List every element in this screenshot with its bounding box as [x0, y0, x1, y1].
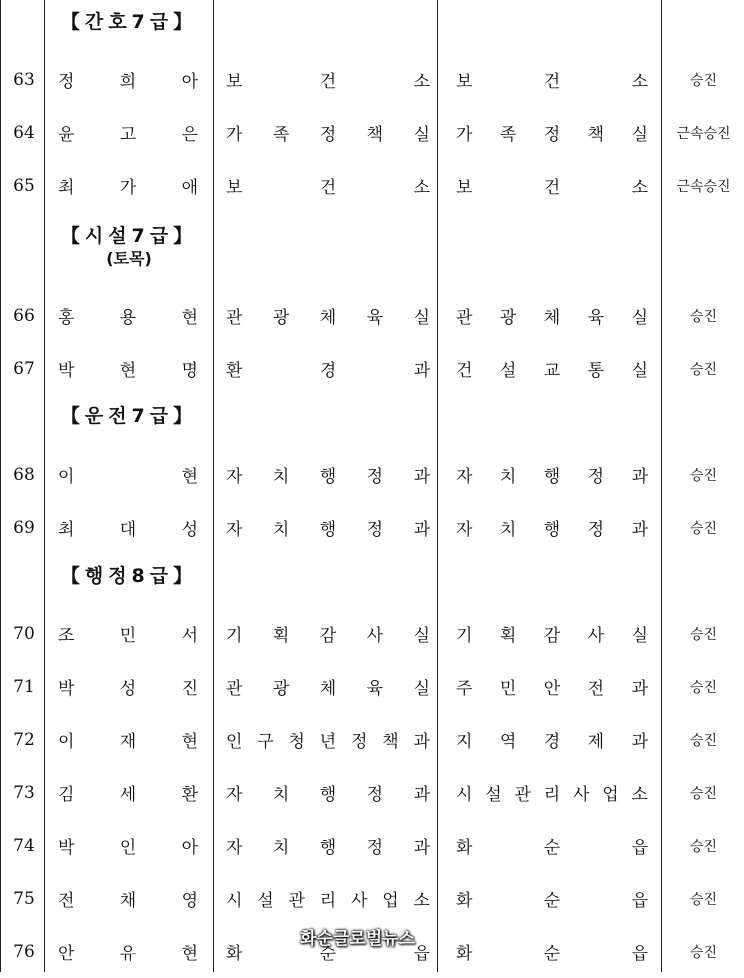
assigned-department: 자 치 행 정 과: [456, 467, 648, 487]
promotion-type: 근속승진: [676, 178, 731, 195]
current-department: 인 구 청 년 정 책 과: [226, 732, 430, 752]
assigned-department: 관 광 체 육 실: [456, 308, 648, 328]
promotion-type: 승진: [689, 467, 718, 484]
current-department: 가 족 정 책 실: [226, 125, 430, 145]
assigned-department: 보 건 소: [456, 72, 648, 92]
table-row: [0, 53, 744, 106]
person-name: 김 세 환: [58, 785, 198, 805]
assigned-department: 화 순 읍: [456, 838, 648, 858]
section-header: [44, 224, 214, 270]
promotion-type: 승진: [689, 72, 718, 89]
row-number: 72: [13, 729, 35, 750]
table-row: [0, 342, 744, 395]
person-name: 이 현: [58, 467, 198, 487]
table-row: [0, 106, 744, 159]
row-number: 76: [13, 941, 35, 962]
table-row: [0, 819, 744, 872]
person-name: 전 채 영: [58, 891, 198, 911]
assigned-department: 주 민 안 전 과: [456, 679, 648, 699]
promotion-type: 승진: [689, 361, 718, 378]
person-name: 조 민 서: [58, 626, 198, 646]
table-row: [0, 766, 744, 819]
person-name: 윤 고 은: [58, 125, 198, 145]
promotion-type: 승진: [689, 944, 718, 961]
person-name: 이 재 현: [58, 732, 198, 752]
section-title: 【운전7급】: [60, 405, 198, 427]
row-number: 74: [13, 835, 35, 856]
row-number: 67: [13, 358, 35, 379]
section-subtitle: (토목): [106, 249, 152, 268]
assigned-department: 건 설 교 통 실: [456, 361, 648, 381]
promotion-type: 승진: [689, 520, 718, 537]
current-department: 보 건 소: [226, 178, 430, 198]
current-department: 자 치 행 정 과: [226, 838, 430, 858]
promotion-type: 승진: [689, 679, 718, 696]
section-header: [44, 10, 214, 34]
assigned-department: 가 족 정 책 실: [456, 125, 648, 145]
row-number: 64: [13, 122, 35, 143]
person-name: 박 현 명: [58, 361, 198, 381]
person-name: 정 희 아: [58, 72, 198, 92]
section-title: 【시설7급】: [60, 225, 198, 247]
row-number: 70: [13, 623, 35, 644]
row-number: 66: [13, 305, 35, 326]
row-number: 75: [13, 888, 35, 909]
table-row: [0, 607, 744, 660]
table-row: [0, 159, 744, 212]
person-name: 홍 용 현: [58, 308, 198, 328]
assigned-department: 기 획 감 사 실: [456, 626, 648, 646]
promotion-type: 근속승진: [676, 125, 731, 142]
row-number: 65: [13, 175, 35, 196]
table-row: [0, 289, 744, 342]
person-name: 박 성 진: [58, 679, 198, 699]
promotion-type: 승진: [689, 308, 718, 325]
watermark: 화순글로벌뉴스: [300, 929, 415, 949]
person-name: 박 인 아: [58, 838, 198, 858]
person-name: 최 대 성: [58, 520, 198, 540]
table-row: [0, 448, 744, 501]
promotion-type: 승진: [689, 626, 718, 643]
section-header: [44, 564, 214, 588]
section-header: [44, 404, 214, 428]
current-department: 환 경 과: [226, 361, 430, 381]
assigned-department: 화 순 읍: [456, 891, 648, 911]
current-department: 보 건 소: [226, 72, 430, 92]
promotion-type: 승진: [689, 785, 718, 802]
current-department: 시 설 관 리 사 업 소: [226, 891, 430, 911]
table-row: [0, 660, 744, 713]
row-number: 69: [13, 517, 35, 538]
section-title: 【행정8급】: [60, 565, 198, 587]
assigned-department: 보 건 소: [456, 178, 648, 198]
promotion-type: 승진: [689, 732, 718, 749]
person-name: 안 유 현: [58, 944, 198, 964]
current-department: 기 획 감 사 실: [226, 626, 430, 646]
row-number: 68: [13, 464, 35, 485]
assigned-department: 자 치 행 정 과: [456, 520, 648, 540]
current-department: 관 광 체 육 실: [226, 679, 430, 699]
row-number: 73: [13, 782, 35, 803]
current-department: 관 광 체 육 실: [226, 308, 430, 328]
current-department: 화 순 읍: [226, 944, 430, 964]
current-department: 자 치 행 정 과: [226, 520, 430, 540]
assigned-department: 화 순 읍: [456, 944, 648, 964]
assigned-department: 지 역 경 제 과: [456, 732, 648, 752]
section-title: 【간호7급】: [60, 11, 198, 33]
table-row: [0, 872, 744, 925]
table-row: [0, 713, 744, 766]
row-number: 63: [13, 69, 35, 90]
promotion-type: 승진: [689, 838, 718, 855]
current-department: 자 치 행 정 과: [226, 785, 430, 805]
current-department: 자 치 행 정 과: [226, 467, 430, 487]
promotion-type: 승진: [689, 891, 718, 908]
person-name: 최 가 애: [58, 178, 198, 198]
table-row: [0, 501, 744, 554]
row-number: 71: [13, 676, 35, 697]
assigned-department: 시 설 관 리 사 업 소: [456, 785, 648, 805]
